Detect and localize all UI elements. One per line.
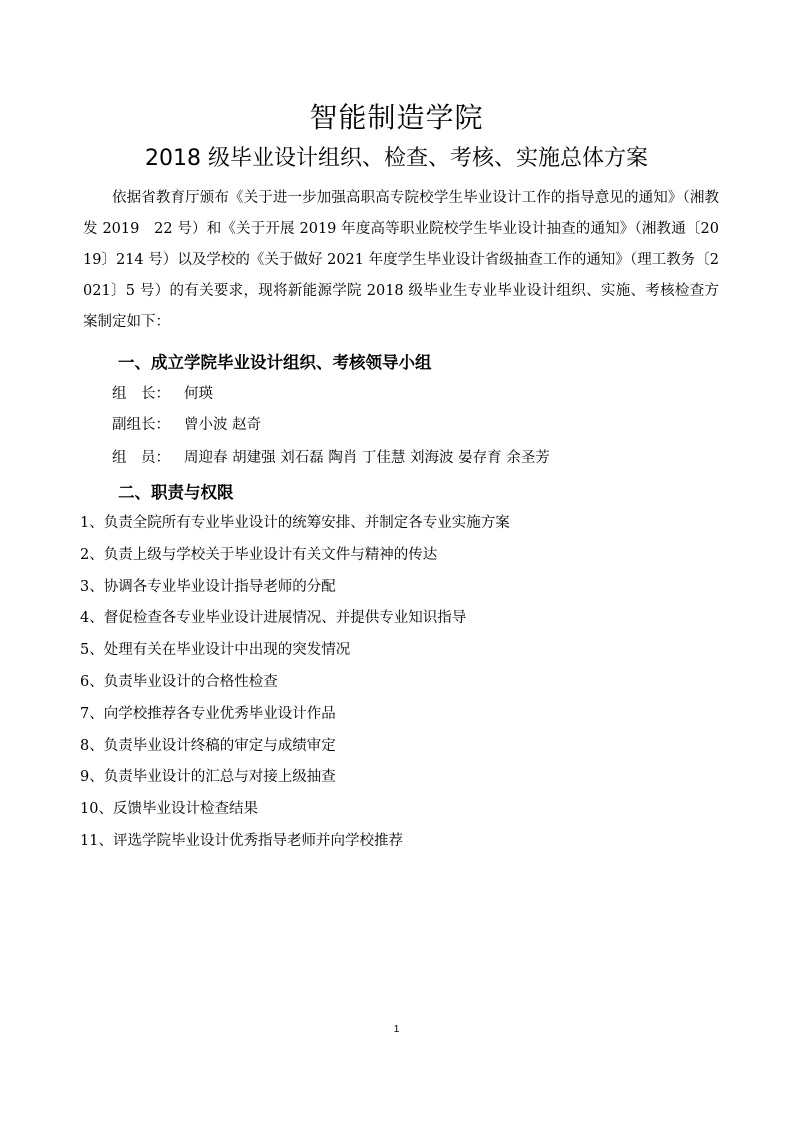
intro-paragraph: 依据省教育厅颁布《关于进一步加强高职高专院校学生毕业设计工作的指导意见的通知》（湘教发 2019 22 号）和《关于开展 2019 年度高等职业院校学生毕业设计抽查的通知》（湘教通〔2019〕214 号）以及学校的《关于做好 2021 年度学生毕业设计省级抽查工作的通知》（理工教务〔2021〕5 号）的有关要求，现将新能源学院 2018 级毕业生专业毕业设计组织、实施、考核检查方案制定如下： — [83, 190, 719, 330]
page-subtitle: 2018 级毕业设计组织、检查、考核、实施总体方案 — [145, 146, 648, 171]
member-row-members — [112, 444, 550, 472]
duty-item: 8、负责毕业设计终稿的审定与成绩审定 — [80, 737, 336, 754]
duty-item: 10、反馈毕业设计检查结果 — [80, 801, 258, 818]
section-heading-leadership-group: 一、成立学院毕业设计组织、考核领导小组 — [118, 353, 432, 372]
member-names: 何瑛 — [184, 386, 213, 402]
member-label: 组 员： — [112, 450, 170, 466]
duty-item: 4、督促检查各专业毕业设计进展情况、并提供专业知识指导 — [80, 610, 467, 627]
member-names: 周迎春 胡建强 刘石磊 陶肖 丁佳慧 刘海波 晏存育 余圣芳 — [184, 450, 550, 466]
page-title: 智能制造学院 — [309, 101, 484, 134]
page-number: 1 — [393, 1024, 400, 1035]
duty-item: 11、评选学院毕业设计优秀指导老师并向学校推荐 — [80, 832, 403, 849]
member-row-deputy-leader — [112, 411, 261, 439]
duty-item: 2、负责上级与学校关于毕业设计有关文件与精神的传达 — [80, 546, 438, 563]
duty-item: 6、负责毕业设计的合格性检查 — [80, 673, 278, 690]
duty-item: 9、负责毕业设计的汇总与对接上级抽查 — [80, 769, 336, 786]
duty-item: 3、协调各专业毕业设计指导老师的分配 — [80, 578, 336, 595]
duty-item: 5、处理有关在毕业设计中出现的突发情况 — [80, 642, 351, 659]
member-label: 组 长： — [112, 386, 170, 402]
member-names: 曾小波 赵奇 — [184, 417, 262, 433]
duty-item: 7、向学校推荐各专业优秀毕业设计作品 — [80, 705, 336, 722]
member-label: 副组长： — [112, 417, 170, 433]
section-heading-duties: 二、职责与权限 — [118, 483, 234, 502]
member-row-leader — [112, 380, 213, 408]
duty-list — [80, 508, 510, 858]
duty-item: 1、负责全院所有专业毕业设计的统筹安排、并制定各专业实施方案 — [80, 515, 510, 531]
